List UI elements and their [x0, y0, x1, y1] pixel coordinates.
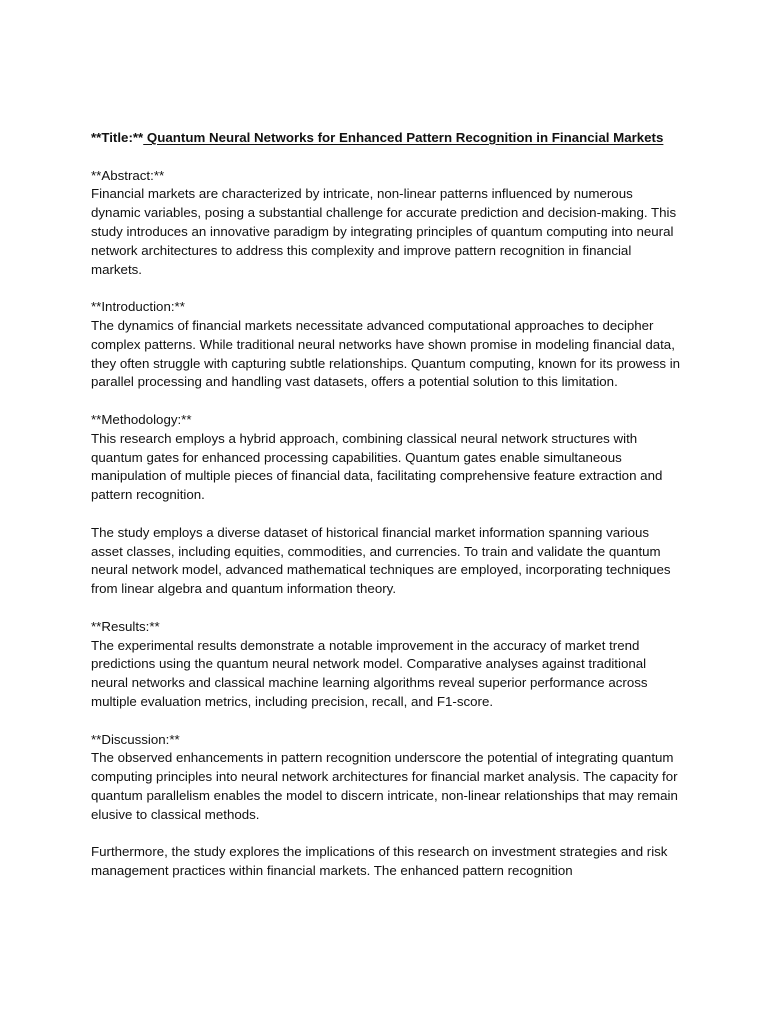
- section-heading: **Results:**: [91, 618, 160, 634]
- section-paragraph: This research employs a hybrid approach, combining classical neural network structures with quantum gates for enhanced processing capabilities. Quantum gates enable simultaneous manipulation of multiple pieces of financial data, facilitating comprehensive feature extraction and pattern recognition.: [91, 430, 663, 503]
- section-paragraph: The observed enhancements in pattern recognition underscore the potential of integrating quantum computing principles into neural network architectures for financial market analysis. The capacity for quantum parallelism enables the model to discern intricate, non-linear relationships that may remain elusive to classical methods.: [91, 750, 678, 822]
- section-discussion: [91, 731, 681, 825]
- section-heading: **Introduction:**: [91, 299, 185, 315]
- section-discussion-continued: [91, 843, 681, 881]
- document-body: [91, 129, 681, 900]
- section-heading: **Abstract:**: [91, 167, 165, 183]
- section-methodology-continued: [91, 524, 681, 599]
- title-text: Quantum Neural Networks for Enhanced Pattern Recognition in Financial Markets: [143, 130, 664, 145]
- section-paragraph: The dynamics of financial markets necessitate advanced computational approaches to decipher complex patterns. While traditional neural networks have shown promise in modeling financial data, they often struggle with capturing subtle relationships. Quantum computing, known for its prowess in parallel processing and handling vast datasets, offers a potential solution to this limitation.: [91, 317, 681, 390]
- section-methodology: [91, 411, 681, 505]
- section-paragraph: Financial markets are characterized by intricate, non-linear patterns influenced by numerous dynamic variables, posing a substantial challenge for accurate prediction and decision-making. This study introduces an innovative paradigm by integrating principles of quantum computing into neural network architectures to address this complexity and improve pattern recognition in financial markets.: [91, 186, 677, 277]
- section-paragraph: The experimental results demonstrate a notable improvement in the accuracy of market trend predictions using the quantum neural network model. Comparative analyses against traditional neural networks and classical machine learning algorithms reveal superior performance across multiple evaluation metrics, including precision, recall, and F1-score.: [91, 637, 648, 709]
- section-paragraph: Furthermore, the study explores the implications of this research on investment strategies and risk management practices within financial markets. The enhanced pattern recognition: [91, 844, 668, 879]
- title-prefix: **Title:**: [91, 130, 144, 145]
- section-abstract: [91, 167, 681, 280]
- section-heading: **Methodology:**: [91, 411, 192, 427]
- section-introduction: [91, 298, 681, 392]
- section-heading: **Discussion:**: [91, 731, 180, 747]
- section-results: [91, 618, 681, 712]
- document-title: [91, 129, 681, 148]
- section-paragraph: The study employs a diverse dataset of historical financial market information spanning various asset classes, including equities, commodities, and currencies. To train and validate the quantum neural network model, advanced mathematical techniques are employed, incorporating techniques from linear algebra and quantum information theory.: [91, 524, 671, 597]
